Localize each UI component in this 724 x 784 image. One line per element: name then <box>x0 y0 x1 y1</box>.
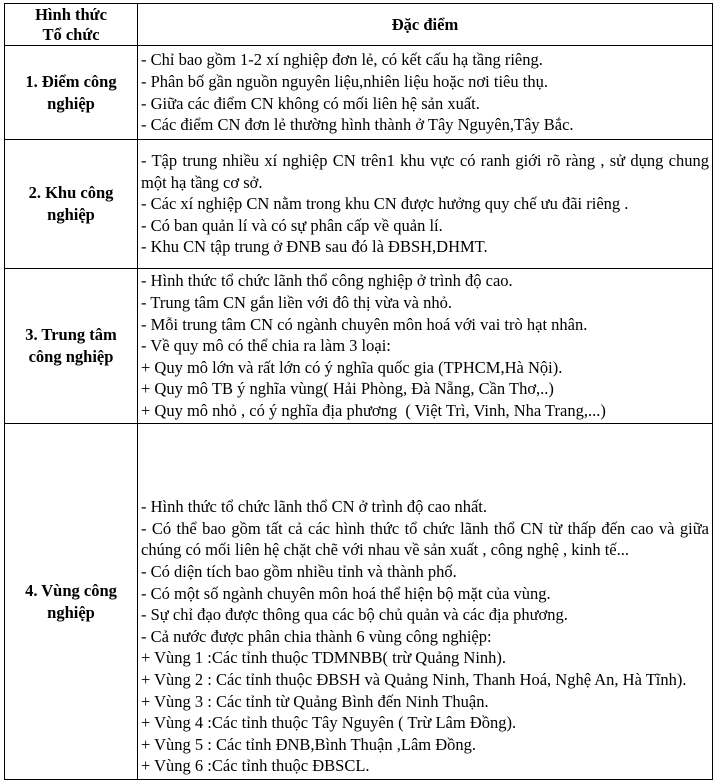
detail-line: + Vùng 2 : Các tỉnh thuộc ĐBSH và Quảng Ninh, Thanh Hoá, Nghệ An, Hà Tĩnh). <box>141 670 687 690</box>
detail-line: - Chỉ bao gồm 1-2 xí nghiệp đơn lẻ, có kết cấu hạ tầng riêng. <box>141 50 543 70</box>
header-form-of-organization: Hình thức Tổ chức <box>5 4 138 46</box>
detail-line: + Vùng 1 :Các tỉnh thuộc TDMNBB( trừ Quảng Ninh). <box>141 648 507 668</box>
detail-line: + Vùng 5 : Các tỉnh ĐNB,Bình Thuận ,Lâm Đồng. <box>141 734 477 754</box>
details-cell <box>138 140 713 269</box>
detail-line: - Cả nước được phân chia thành 6 vùng công nghiệp: <box>141 626 492 646</box>
details-cell <box>138 424 713 780</box>
detail-line: - Trung tâm CN gắn liền với đô thị vừa và nhỏ. <box>141 293 452 313</box>
table-header-row <box>5 4 713 46</box>
table-row <box>5 46 713 140</box>
detail-line: + Vùng 3 : Các tỉnh từ Quảng Bình đến Ninh Thuận. <box>141 691 489 711</box>
category-cell: 4. Vùng công nghiệp <box>5 424 138 780</box>
detail-line: - Hình thức tổ chức lãnh thổ công nghiệp ở trình độ cao. <box>141 271 513 291</box>
detail-line: - Về quy mô có thể chia ra làm 3 loại: <box>141 336 391 356</box>
details-cell <box>138 269 713 424</box>
industrial-organization-table <box>4 3 713 780</box>
detail-line: + Quy mô TB ý nghĩa vùng( Hải Phòng, Đà Nẵng, Cần Thơ,..) <box>141 379 554 399</box>
detail-line: - Sự chỉ đạo được thông qua các bộ chủ quản và các địa phương. <box>141 605 568 625</box>
detail-line: - Có thể bao gồm tất cả các hình thức tổ chức lãnh thổ CN từ thấp đến cao và giữa chúng có mối liên hệ chặt chẽ với nhau về sản xuất , công nghệ , kinh tế... <box>141 518 709 560</box>
detail-line: + Vùng 6 :Các tỉnh thuộc ĐBSCL. <box>141 756 370 776</box>
category-cell: 2. Khu công nghiệp <box>5 140 138 269</box>
detail-line: - Tập trung nhiều xí nghiệp CN trên1 khu vực có ranh giới rõ ràng , sử dụng chung một hạ tầng cơ sở. <box>141 151 709 192</box>
detail-line: - Có diện tích bao gồm nhiều tỉnh và thành phố. <box>141 562 457 582</box>
table-row <box>5 140 713 269</box>
detail-line: - Giữa các điểm CN không có mối liên hệ sản xuất. <box>141 93 480 113</box>
detail-line: + Quy mô lớn và rất lớn có ý nghĩa quốc gia (TPHCM,Hà Nội). <box>141 357 563 377</box>
detail-line: - Có một số ngành chuyên môn hoá thể hiện bộ mặt của vùng. <box>141 583 551 603</box>
table-row <box>5 269 713 424</box>
detail-line: - Khu CN tập trung ở ĐNB sau đó là ĐBSH,DHMT. <box>141 237 488 257</box>
document-page <box>4 3 712 780</box>
table-row <box>5 424 713 780</box>
detail-line: - Phân bố gần nguồn nguyên liệu,nhiên liệu hoặc nơi tiêu thụ. <box>141 71 548 91</box>
detail-line: + Vùng 4 :Các tỉnh thuộc Tây Nguyên ( Trừ Lâm Đồng). <box>141 713 517 733</box>
category-cell: 1. Điểm công nghiệp <box>5 46 138 140</box>
detail-line: - Các xí nghiệp CN nằm trong khu CN được hưởng quy chế ưu đãi riêng . <box>141 194 629 214</box>
detail-line: - Hình thức tổ chức lãnh thổ CN ở trình độ cao nhất. <box>141 497 488 517</box>
header-characteristics: Đặc điểm <box>138 4 713 46</box>
detail-line: - Các điểm CN đơn lẻ thường hình thành ở Tây Nguyên,Tây Bắc. <box>141 115 574 135</box>
detail-line: - Có ban quản lí và có sự phân cấp về quản lí. <box>141 215 443 235</box>
category-cell: 3. Trung tâm công nghiệp <box>5 269 138 424</box>
details-cell <box>138 46 713 140</box>
detail-line: + Quy mô nhỏ , có ý nghĩa địa phương ( Việt Trì, Vinh, Nha Trang,...) <box>141 400 606 420</box>
detail-line: - Mỗi trung tâm CN có ngành chuyên môn hoá với vai trò hạt nhân. <box>141 314 588 334</box>
